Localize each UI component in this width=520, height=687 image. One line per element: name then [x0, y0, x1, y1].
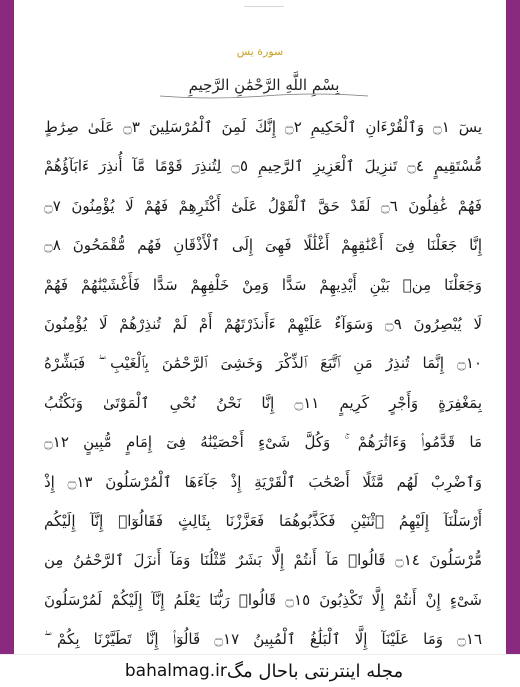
verse-line: يسٓ ۝١ وَٱلْقُرْءَانِ ٱلْحَكِيمِ ۝٢ إِنَّكَ لَمِنَ ٱلْمُرْسَلِينَ ۝٣ عَلَىٰ صِرَٰطٍ [44, 118, 482, 136]
verse-line: مُّرْسَلُونَ ۝١٤ قَالُوا۟ مَآ أَنتُمْ إِلَّا بَشَرٌ مِّثْلُنَا وَمَآ أَنزَلَ ٱلرَّحْمَٰنُ مِن [44, 551, 482, 570]
verse-line: إِنَّا جَعَلْنَا فِىٓ أَعْنَٰقِهِمْ أَغْلَٰلًا فَهِىَ إِلَى ٱلْأَذْقَانِ فَهُم مُّقْمَحُونَ ۝٨ [44, 236, 482, 255]
verse-line: بِمَغْفِرَةٍ وَأَجْرٍ كَرِيمٍ ۝١١ إِنَّا نَحْنُ نُحْىِ ٱلْمَوْتَىٰ وَنَكْتُبُ [44, 393, 482, 412]
verse-line: ۝١٠ إِنَّمَا تُنذِرُ مَنِ ٱتَّبَعَ ٱلذِّكْرَ وَخَشِىَ ٱلرَّحْمَٰنَ بِٱلْغَيْبِ ۖ فَبَشِّرْهُ [44, 354, 482, 373]
verse-lines [44, 108, 482, 659]
bismillah-header [154, 70, 374, 106]
verse-line: أَرْسَلْنَآ إِلَيْهِمُ ٱثْنَيْنِ فَكَذَّبُوهُمَا فَعَزَّزْنَا بِثَالِثٍ فَقَالُوٓا۟ إِنَّآ إِلَيْكُم [44, 511, 482, 530]
verse-line: وَجَعَلْنَا مِنۢ بَيْنِ أَيْدِيهِمْ سَدًّا وَمِنْ خَلْفِهِمْ سَدًّا فَأَغْشَيْنَٰهُمْ فَهُمْ [44, 275, 482, 294]
verse-line: مُّسْتَقِيمٍ ۝٤ تَنزِيلَ ٱلْعَزِيزِ ٱلرَّحِيمِ ۝٥ لِتُنذِرَ قَوْمًا مَّآ أُنذِرَ ءَابَآؤُهُمْ [44, 157, 482, 176]
verse-line: لَا يُبْصِرُونَ ۝٩ وَسَوَآءٌ عَلَيْهِمْ ءَأَنذَرْتَهُمْ أَمْ لَمْ تُنذِرْهُمْ لَا يُؤْمِنُونَ [44, 314, 482, 333]
bismillah-text: بِسْمِ اللَّهِ الرَّحْمَٰنِ الرَّحِيمِ [188, 76, 340, 94]
verse-line: ۝١٦ وَمَا عَلَيْنَآ إِلَّا ٱلْبَلَٰغُ ٱلْمُبِينُ ۝١٧ قَالُوٓا۟ إِنَّا تَطَيَّرْنَا بِكُمْ ۖ [44, 630, 482, 649]
watermark-footer [0, 654, 520, 687]
verse-line: فَهُمْ غَٰفِلُونَ ۝٦ لَقَدْ حَقَّ ٱلْقَوْلُ عَلَىٰٓ أَكْثَرِهِمْ فَهُمْ لَا يُؤْمِنُونَ ۝٧ [44, 196, 482, 215]
verse-line: مَا قَدَّمُوا۟ وَءَاثَٰرَهُمْ ۚ وَكُلَّ شَىْءٍ أَحْصَيْنَٰهُ فِىٓ إِمَامٍ مُّبِينٍ ۝١٢ [44, 433, 482, 452]
mushaf-page [14, 0, 506, 655]
verse-line: شَىْءٍ إِنْ أَنتُمْ إِلَّا تَكْذِبُونَ ۝١٥ قَالُوا۟ رَبُّنَا يَعْلَمُ إِنَّآ إِلَيْكُمْ لَمُرْسَلُونَ [44, 590, 482, 609]
right-decorative-border [506, 0, 520, 655]
left-decorative-border [0, 0, 14, 655]
page-top-strip [244, 0, 284, 7]
footer-site-name: مجله اینترنتی باحال مگ [226, 660, 404, 682]
footer-domain: bahalmag.ir [124, 661, 227, 681]
surah-title: سورة يس [236, 45, 284, 58]
verse-line: وَٱضْرِبْ لَهُم مَّثَلًا أَصْحَٰبَ ٱلْقَرْيَةِ إِذْ جَآءَهَا ٱلْمُرْسَلُونَ ۝١٣ إِذْ [44, 472, 482, 491]
